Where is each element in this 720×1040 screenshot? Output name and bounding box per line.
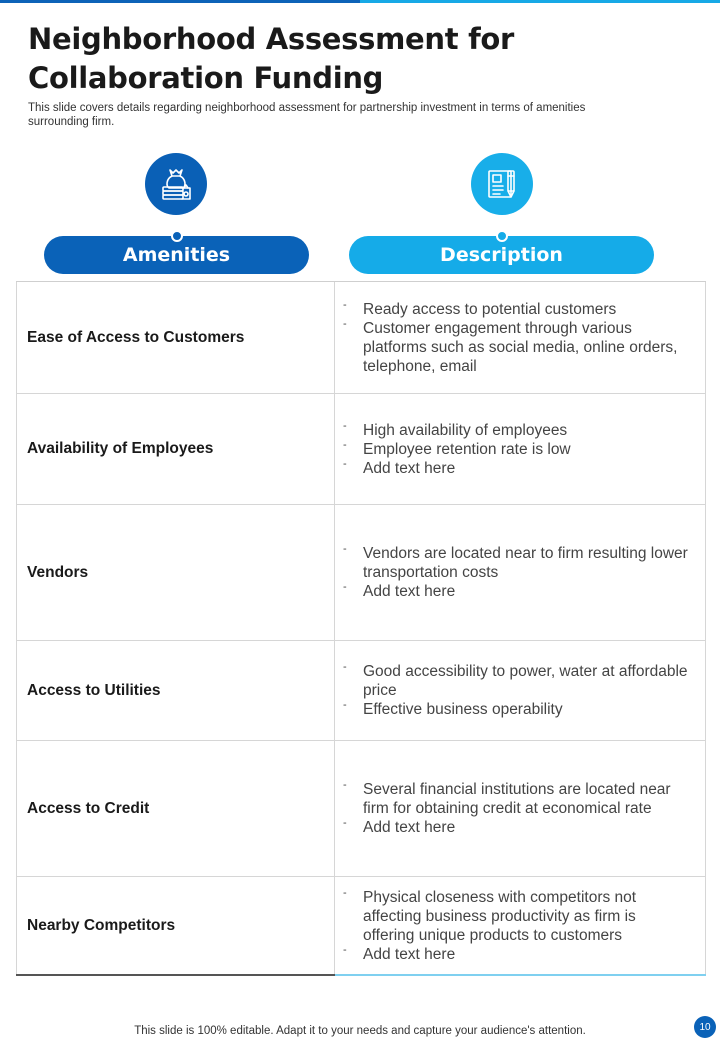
table-row <box>16 740 706 876</box>
amenity-label: Access to Credit <box>16 741 335 876</box>
list-item: - Vendors are located near to firm resulting lower transportation costs <box>343 543 688 581</box>
title-line-2: Collaboration Funding <box>28 61 384 95</box>
money-bag-cash-icon <box>145 153 207 215</box>
table-bottom-border-left <box>16 974 335 976</box>
table-row <box>16 393 706 504</box>
list-item: - Add text here <box>343 457 456 477</box>
list-item: - Ready access to potential customers <box>343 298 617 318</box>
table-row <box>16 640 706 740</box>
header-connector-dot <box>496 230 508 242</box>
amenity-description <box>335 282 706 393</box>
amenity-label: Ease of Access to Customers <box>16 282 335 393</box>
amenity-label: Availability of Employees <box>16 394 335 504</box>
page-title <box>28 20 628 98</box>
amenity-description <box>335 741 706 876</box>
top-accent-bar-dark <box>0 0 360 3</box>
top-accent-bar-light <box>360 0 720 3</box>
list-item: - Add text here <box>343 943 456 963</box>
page-subtitle: This slide covers details regarding neighborhood assessment for partnership investment in terms of amenities surrounding firm. <box>28 102 586 128</box>
description-header-label: Description <box>440 244 563 266</box>
list-item: - Add text here <box>343 581 456 600</box>
list-item: - High availability of employees <box>343 419 568 439</box>
list-item: - Customer engagement through various platforms such as social media, online orders, telephone, email <box>343 317 678 375</box>
list-item: - Add text here <box>343 817 456 836</box>
amenities-header <box>44 236 309 274</box>
list-item: - Physical closeness with competitors not affecting business productivity as firm is offering unique products to customers <box>343 886 637 944</box>
table-bottom-border-right <box>335 974 706 976</box>
amenity-description <box>335 877 706 974</box>
table-row <box>16 281 706 393</box>
list-item: - Employee retention rate is low <box>343 438 571 458</box>
amenity-label: Access to Utilities <box>16 641 335 740</box>
list-item: - Good accessibility to power, water at affordable price <box>343 661 688 699</box>
table-row <box>16 876 706 974</box>
page-number-badge: 10 <box>694 1016 716 1038</box>
footer-note: This slide is 100% editable. Adapt it to your needs and capture your audience's attention. <box>134 1025 586 1037</box>
amenities-table <box>16 281 706 974</box>
description-header <box>349 236 654 274</box>
amenity-description <box>335 394 706 504</box>
list-item: - Effective business operability <box>343 699 563 718</box>
amenity-label: Vendors <box>16 505 335 640</box>
title-line-1: Neighborhood Assessment for <box>28 22 515 56</box>
document-pen-icon <box>471 153 533 215</box>
header-connector-dot <box>171 230 183 242</box>
amenity-label: Nearby Competitors <box>16 877 335 974</box>
amenities-header-label: Amenities <box>122 244 231 266</box>
table-row <box>16 504 706 640</box>
list-item: - Several financial institutions are located near firm for obtaining credit at economical rate <box>343 779 671 817</box>
amenity-description <box>335 641 706 740</box>
amenity-description <box>335 505 706 640</box>
